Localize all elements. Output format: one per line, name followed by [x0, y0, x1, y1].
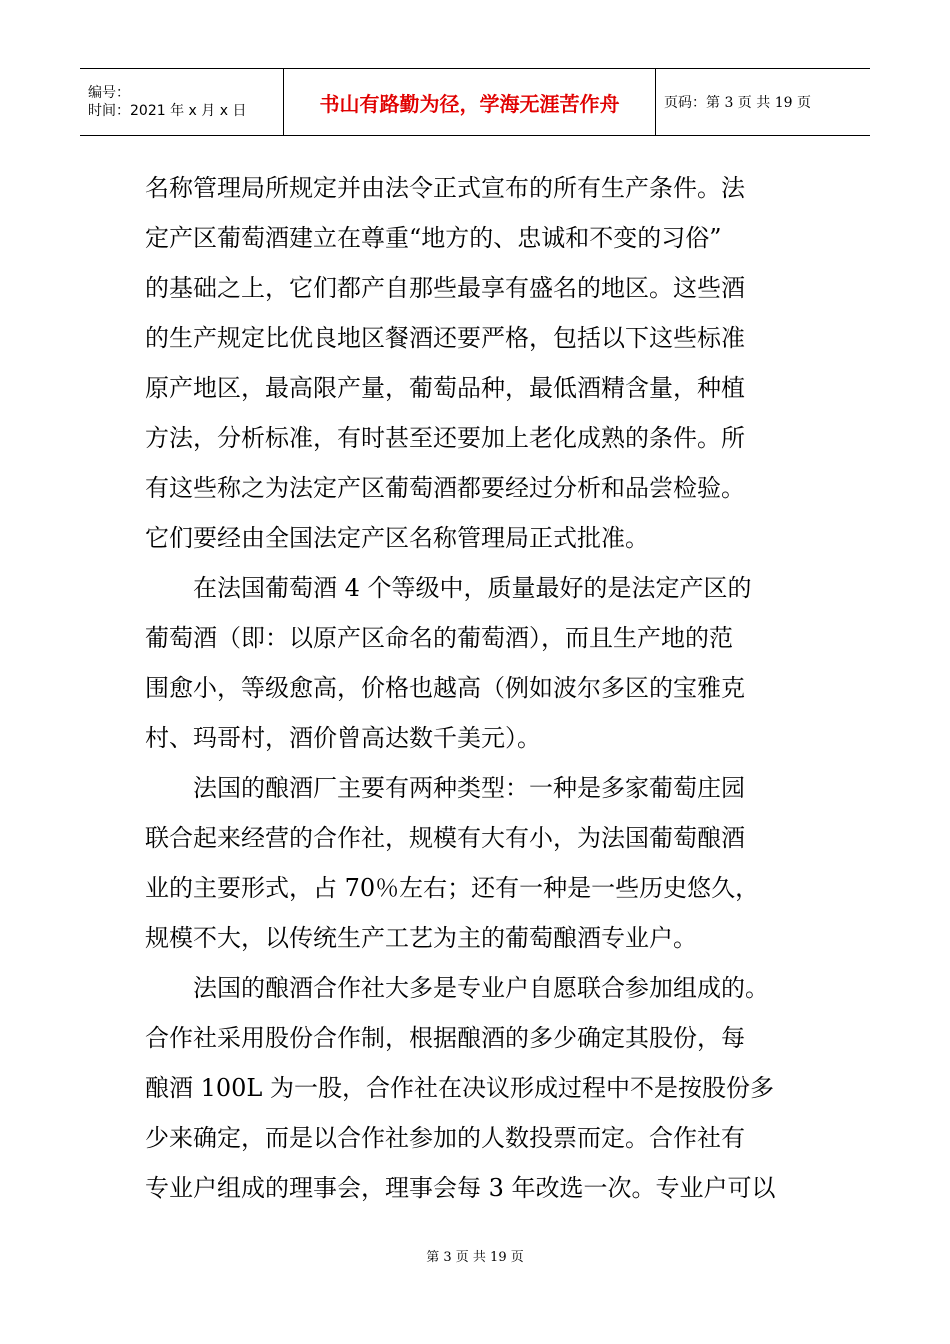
body-line: 方法，分析标准，有时甚至还要加上老化成熟的条件。所: [145, 424, 745, 452]
document-number-label: 编号：: [88, 85, 130, 101]
body-line: 法国的酿酒合作社大多是专业户自愿联合参加组成的。: [145, 974, 769, 1002]
body-line: 村、玛哥村，酒价曾高达数千美元）。: [145, 724, 541, 752]
body-line: 在法国葡萄酒 4 个等级中，质量最好的是法定产区的: [145, 574, 752, 602]
header-motto: 书山有路勤为径，学海无涯苦作舟: [284, 69, 656, 135]
body-line: 联合起来经营的合作社，规模有大有小，为法国葡萄酿酒: [145, 824, 745, 852]
body-line: 酿酒 100L 为一股，合作社在决议形成过程中不是按股份多: [145, 1074, 775, 1102]
body-line: 规模不大，以传统生产工艺为主的葡萄酿酒专业户。: [145, 924, 697, 952]
page-footer: 第 3 页 共 19 页: [426, 1250, 524, 1265]
body-line: 合作社采用股份合作制，根据酿酒的多少确定其股份，每: [145, 1024, 745, 1052]
body-line: 专业户组成的理事会，理事会每 3 年改选一次。专业户可以: [145, 1174, 776, 1202]
body-line: 名称管理局所规定并由法令正式宣布的所有生产条件。法: [145, 174, 745, 202]
body-line: 有这些称之为法定产区葡萄酒都要经过分析和品尝检验。: [145, 474, 745, 502]
body-line: 原产地区，最高限产量，葡萄品种，最低酒精含量，种植: [145, 374, 745, 402]
body-line: 它们要经由全国法定产区名称管理局正式批准。: [145, 524, 649, 552]
body-line: 的基础之上，它们都产自那些最享有盛名的地区。这些酒: [145, 274, 745, 302]
header-meta: [80, 69, 284, 135]
body-line: 葡萄酒（即：以原产区命名的葡萄酒），而且生产地的范: [145, 624, 733, 652]
document-time-label: 时间：2021 年 x 月 x 日: [88, 103, 247, 119]
body-line: 定产区葡萄酒建立在尊重“地方的、忠诚和不变的习俗”: [145, 224, 722, 252]
body-line: 法国的酿酒厂主要有两种类型：一种是多家葡萄庄园: [145, 774, 745, 802]
document-body: [145, 163, 825, 1213]
body-line: 业的主要形式，占 70％左右；还有一种是一些历史悠久，: [145, 874, 760, 902]
body-line: 的生产规定比优良地区餐酒还要严格，包括以下这些标准: [145, 324, 745, 352]
body-line: 围愈小，等级愈高，价格也越高（例如波尔多区的宝雅克: [145, 674, 745, 702]
header-page-info: 页码：第 3 页 共 19 页: [664, 95, 811, 111]
page-header: [80, 68, 870, 136]
body-line: 少来确定，而是以合作社参加的人数投票而定。合作社有: [145, 1124, 745, 1152]
